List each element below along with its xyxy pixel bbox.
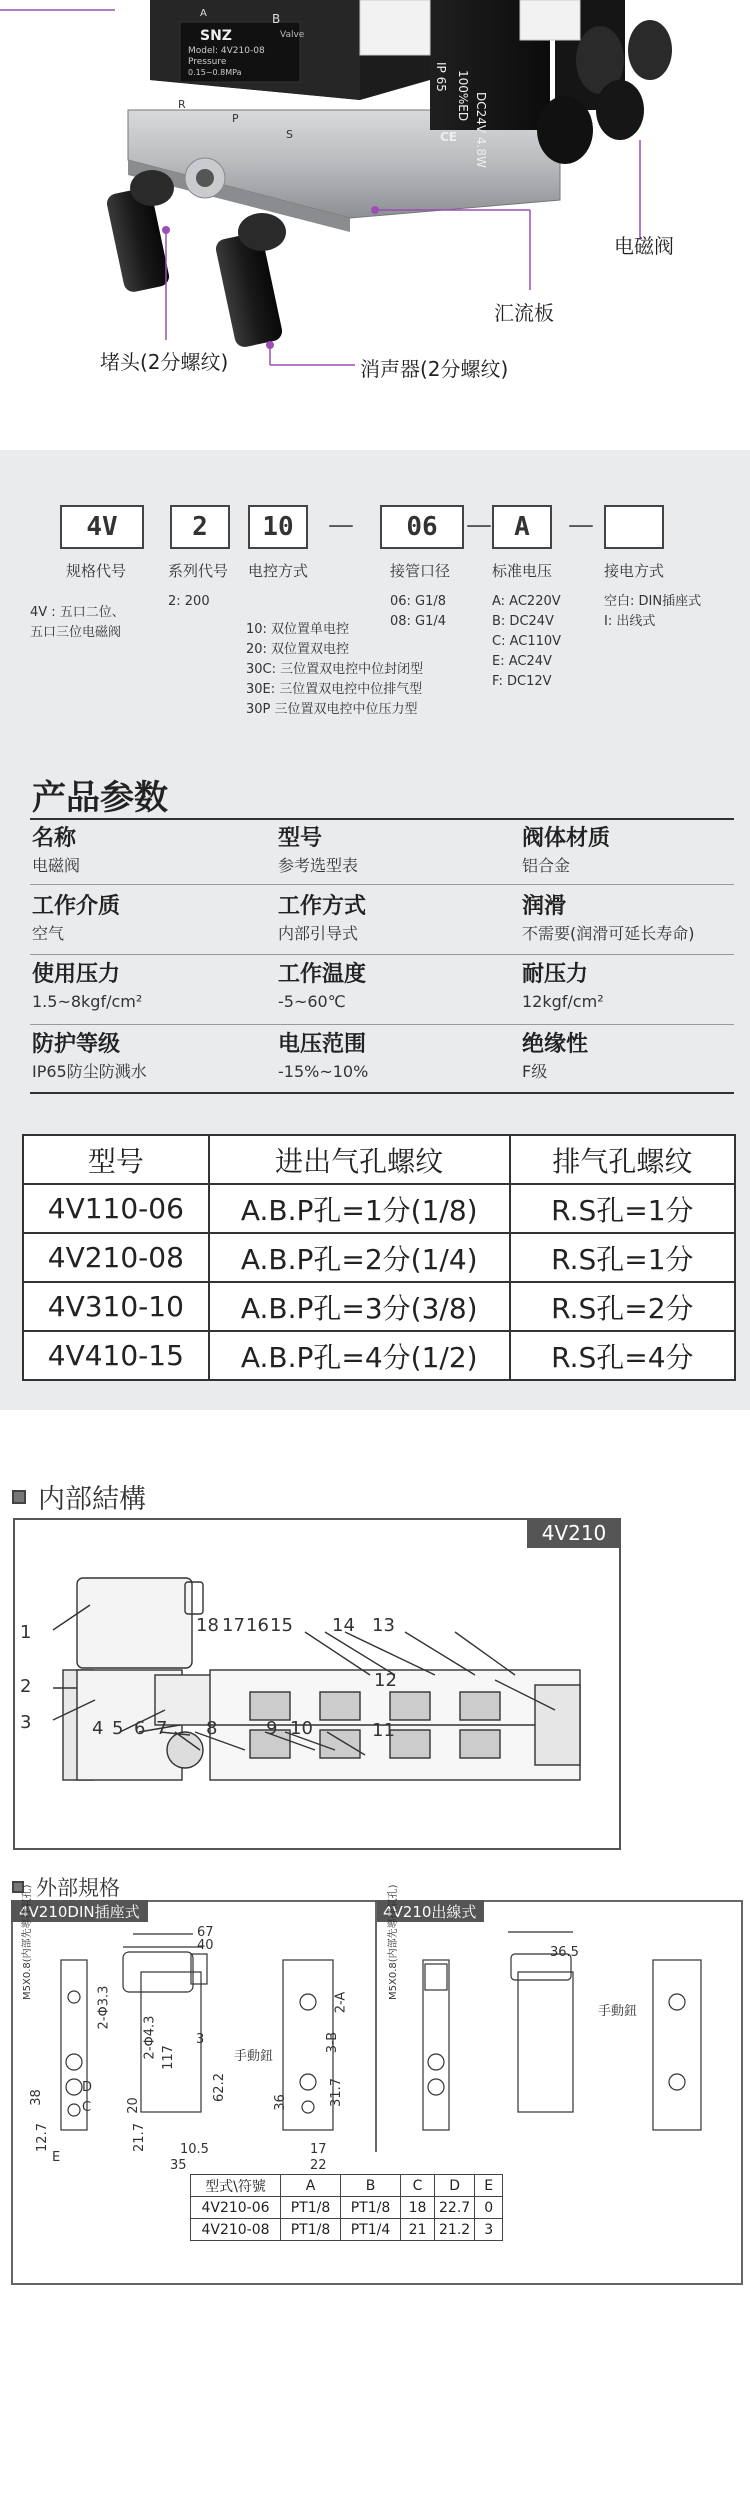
param-label: 润滑	[522, 894, 567, 919]
dim-38: 38	[28, 2089, 44, 2106]
param-cell	[32, 1030, 272, 1084]
param-value: 1.5~8kgf/cm²	[32, 992, 143, 1011]
table-header: E	[475, 2175, 503, 2197]
param-value: 参考选型表	[278, 856, 359, 875]
table-header: A	[281, 2175, 341, 2197]
part-number-2: 2	[20, 1676, 32, 1697]
param-value: 空气	[32, 924, 65, 943]
structure-model-tag: 4V210	[527, 1518, 621, 1548]
params-row-divider	[30, 954, 734, 955]
dim-17: 17	[310, 2142, 327, 2157]
dim-21-7: 21.7	[131, 2123, 147, 2152]
table-cell: 4V210-08	[191, 2219, 281, 2241]
code-box-spec: 4V	[60, 505, 144, 549]
table-cell: A.B.P孔=4分(1/2)	[209, 1331, 510, 1380]
param-label: 型号	[278, 826, 323, 851]
coil-voltage-label: DC24V 4.8W	[474, 92, 488, 168]
param-cell	[278, 960, 518, 1014]
table-row	[191, 2219, 503, 2241]
structure-heading	[12, 1477, 146, 1516]
part-number-3: 3	[20, 1712, 32, 1733]
param-cell	[278, 824, 518, 878]
code-label-port: 接管口径	[390, 562, 451, 580]
table-row	[191, 2197, 503, 2219]
param-label: 绝缘性	[522, 1032, 589, 1057]
callout-manifold: 汇流板	[494, 301, 554, 325]
table-cell: 4V210-06	[191, 2197, 281, 2219]
param-cell	[522, 824, 750, 878]
valve-word: Valve	[280, 30, 305, 40]
param-cell	[522, 960, 750, 1014]
pressure-range-label: 0.15~0.8MPa	[188, 68, 242, 77]
part-number-6: 6	[134, 1718, 146, 1739]
param-cell	[32, 892, 272, 946]
dim-2-phi-3-3: 2-Φ3.3	[96, 1985, 112, 2030]
wire-type-tag: 4V210出線式	[375, 1900, 484, 1922]
part-number-11: 11	[372, 1720, 395, 1741]
table-header: 进出气孔螺纹	[209, 1135, 510, 1184]
dim-36-5: 36.5	[550, 1945, 579, 1960]
code-dash-1: —	[328, 510, 354, 540]
dim-40: 40	[197, 1938, 214, 1953]
part-number-7: 7	[156, 1718, 168, 1739]
params-divider	[30, 1092, 734, 1094]
table-cell: A.B.P孔=2分(1/4)	[209, 1233, 510, 1282]
part-number-12: 12	[374, 1670, 397, 1691]
ce-mark: CE	[440, 130, 458, 144]
port-s-label: S	[286, 128, 293, 141]
dim-35: 35	[170, 2158, 187, 2173]
part-number-9: 9	[266, 1718, 278, 1739]
external-dimension-drawing	[13, 1902, 741, 2162]
code-desc-series: 2: 200	[168, 594, 210, 609]
port-a-label: A	[200, 8, 207, 19]
param-cell	[278, 892, 518, 946]
code-box-control: 10	[248, 505, 308, 549]
param-value: 不需要(润滑可延长寿命)	[522, 924, 695, 943]
manual-button-label-right: 手動鈕	[598, 2004, 638, 2019]
table-header-row	[23, 1135, 735, 1184]
table-header: D	[435, 2175, 475, 2197]
code-box-series: 2	[170, 505, 230, 549]
coil-ip-label: IP 65	[434, 62, 448, 92]
model-plate-label: Model: 4V210-08	[188, 46, 265, 56]
dim-2-a: 2-A	[333, 1991, 349, 2014]
param-label: 工作方式	[278, 894, 367, 919]
param-value: F级	[522, 1062, 548, 1081]
params-row-divider	[30, 884, 734, 885]
table-cell: R.S孔=4分	[510, 1331, 735, 1380]
part-number-8: 8	[206, 1718, 218, 1739]
table-cell: 21	[401, 2219, 435, 2241]
table-row	[23, 1282, 735, 1331]
table-cell: 18	[401, 2197, 435, 2219]
port-b-label: B	[272, 12, 281, 26]
port-r-label: R	[178, 98, 186, 111]
table-row	[23, 1184, 735, 1233]
dim-c-label: C	[82, 2100, 92, 2115]
code-desc-spec: 4V : 五口二位、 五口三位电磁阀	[30, 605, 125, 640]
code-desc-control: 10: 双位置单电控 20: 双位置双电控 30C: 三位置双电控中位封闭型 30E: 三位置双电控中位排气型 30P 三位置双电控中位压力型	[246, 622, 424, 717]
code-box-port: 06	[380, 505, 464, 549]
param-label: 工作介质	[32, 894, 121, 919]
part-number-13: 13	[372, 1615, 395, 1636]
table-cell: A.B.P孔=3分(3/8)	[209, 1282, 510, 1331]
param-label: 工作温度	[278, 962, 367, 987]
table-cell: 4V210-08	[23, 1233, 209, 1282]
brand-label: SNZ	[200, 28, 232, 44]
part-number-14: 14	[332, 1615, 355, 1636]
param-label: 使用压力	[32, 962, 121, 987]
part-number-10: 10	[290, 1718, 313, 1739]
callout-muffler: 消声器(2分螺纹)	[360, 357, 509, 381]
part-number-1: 1	[20, 1622, 32, 1643]
table-cell: R.S孔=1分	[510, 1184, 735, 1233]
heading-square-icon	[12, 1490, 26, 1504]
callout-solenoid: 电磁阀	[614, 234, 674, 258]
pressure-plate-label: Pressure	[188, 57, 227, 67]
table-header-row	[191, 2175, 503, 2197]
table-cell: A.B.P孔=1分(1/8)	[209, 1184, 510, 1233]
thread-label-right: M5X0.8(内部先導排氣孔)	[388, 1884, 399, 2000]
param-label: 电压范围	[278, 1032, 367, 1057]
valve-product-illustration	[0, 0, 750, 450]
table-row	[23, 1233, 735, 1282]
dim-31-7: 31.7	[328, 2078, 344, 2107]
part-number-5: 5	[112, 1718, 124, 1739]
code-label-control: 电控方式	[248, 562, 309, 580]
code-dash-3: —	[568, 510, 594, 540]
external-title: 外部規格	[36, 1876, 120, 1900]
dim-2-phi-4-3: 2-Φ4.3	[142, 2015, 158, 2060]
table-cell: 21.2	[435, 2219, 475, 2241]
manual-button-label-left: 手動鈕	[234, 2049, 274, 2064]
table-cell: 22.7	[435, 2197, 475, 2219]
table-cell: PT1/8	[341, 2197, 401, 2219]
param-cell	[278, 1030, 518, 1084]
param-value: 12kgf/cm²	[522, 992, 604, 1011]
dim-10-5: 10.5	[180, 2142, 209, 2157]
param-value: -5~60℃	[278, 992, 346, 1011]
code-desc-port: 06: G1/8 08: G1/4	[390, 594, 447, 629]
params-divider	[30, 818, 734, 820]
param-label: 耐压力	[522, 962, 589, 987]
dim-117: 117	[160, 2045, 176, 2070]
dim-62: 62.2	[211, 2073, 227, 2102]
dim-36: 36	[272, 2094, 288, 2111]
table-header: B	[341, 2175, 401, 2197]
dim-22: 22	[310, 2158, 327, 2173]
code-desc-voltage: A: AC220V B: DC24V C: AC110V E: AC24V F: DC12V	[492, 594, 562, 689]
table-header: 型式\符號	[191, 2175, 281, 2197]
param-value: 铝合金	[522, 856, 571, 875]
param-value: -15%~10%	[278, 1062, 369, 1081]
table-cell: 0	[475, 2197, 503, 2219]
table-header: C	[401, 2175, 435, 2197]
product-photo	[0, 0, 750, 450]
table-cell: PT1/8	[281, 2197, 341, 2219]
callout-plug: 堵头(2分螺纹)	[100, 350, 229, 374]
table-cell: 4V310-10	[23, 1282, 209, 1331]
param-value: 电磁阀	[32, 856, 81, 875]
code-desc-wiring: 空白: DIN插座式 I: 出线式	[604, 594, 702, 629]
structure-diagram-frame	[13, 1518, 621, 1850]
part-number-18: 18	[196, 1615, 219, 1636]
dim-3-b: 3-B	[325, 2031, 341, 2054]
table-header: 排气孔螺纹	[510, 1135, 735, 1184]
part-number-16: 16	[246, 1615, 269, 1636]
code-dash-2: —	[466, 510, 492, 540]
table-header: 型号	[23, 1135, 209, 1184]
dim-67: 67	[197, 1925, 214, 1940]
thread-spec-table	[22, 1134, 736, 1381]
dim-d-label: D	[82, 2080, 93, 2095]
code-box-voltage: A	[492, 505, 552, 549]
part-number-17: 17	[222, 1615, 245, 1636]
code-box-wiring	[604, 505, 664, 549]
param-cell	[522, 1030, 750, 1084]
param-label: 名称	[32, 826, 77, 851]
dim-12-7: 12.7	[34, 2123, 50, 2152]
part-number-15: 15	[270, 1615, 293, 1636]
code-label-series: 系列代号	[168, 562, 229, 580]
code-label-voltage: 标准电压	[492, 562, 553, 580]
table-cell: 3	[475, 2219, 503, 2241]
param-cell	[32, 824, 272, 878]
params-row-divider	[30, 1024, 734, 1025]
table-cell: 4V110-06	[23, 1184, 209, 1233]
param-value: IP65防尘防溅水	[32, 1062, 147, 1081]
din-type-tag: 4V210DIN插座式	[11, 1900, 148, 1922]
code-label-wiring: 接电方式	[604, 562, 665, 580]
params-title: 产品参数	[32, 778, 168, 818]
table-cell: PT1/8	[281, 2219, 341, 2241]
internal-structure-drawing	[15, 1520, 619, 1848]
param-label: 阀体材质	[522, 826, 611, 851]
param-cell	[522, 892, 750, 946]
table-row	[23, 1331, 735, 1380]
code-label-spec: 规格代号	[66, 562, 127, 580]
coil-duty-label: 100%ED	[456, 70, 470, 122]
dimension-table	[190, 2174, 503, 2241]
param-label: 防护等级	[32, 1032, 121, 1057]
table-cell: R.S孔=2分	[510, 1282, 735, 1331]
param-value: 内部引导式	[278, 924, 359, 943]
dim-3: 3	[196, 2032, 205, 2047]
part-number-4: 4	[92, 1718, 104, 1739]
dim-e-label: E	[52, 2150, 61, 2165]
table-cell: R.S孔=1分	[510, 1233, 735, 1282]
dim-20: 20	[125, 2097, 141, 2114]
structure-title: 内部結構	[38, 1484, 146, 1515]
port-p-label: P	[232, 112, 239, 125]
thread-label-left: M5X0.8(内部先導排氣孔)	[22, 1884, 33, 2000]
table-cell: 4V410-15	[23, 1331, 209, 1380]
param-cell	[32, 960, 272, 1014]
table-cell: PT1/4	[341, 2219, 401, 2241]
